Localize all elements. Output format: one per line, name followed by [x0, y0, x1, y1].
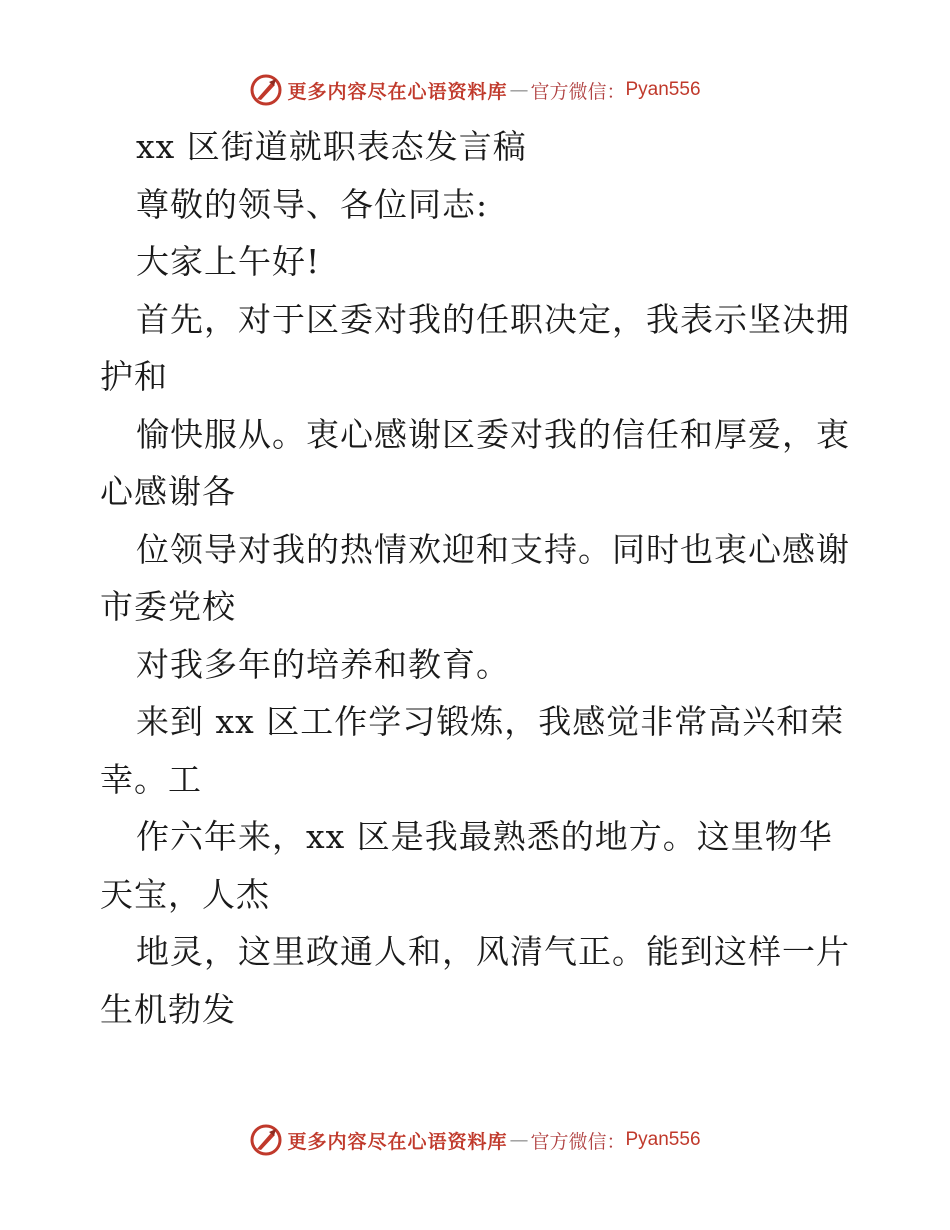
banner-dash: —: [509, 79, 529, 101]
banner-account: Pyan556: [625, 79, 701, 100]
text-line: 首先，对于区委对我的任职决定，我表示坚决拥: [136, 299, 850, 339]
banner-brand-text: 更多内容尽在心语资料库: [287, 80, 508, 103]
text-line: 大家上午好!: [136, 242, 321, 281]
banner-brand-text: 更多内容尽在心语资料库: [287, 1130, 508, 1153]
text-line: 护和: [100, 357, 168, 396]
text-line: 位领导对我的热情欢迎和支持。同时也衷心感谢: [136, 529, 850, 569]
quill-logo-icon: [249, 73, 283, 107]
document-body: [100, 118, 860, 1038]
text-line: 尊敬的领导、各位同志:: [136, 184, 489, 224]
header-watermark-banner: [0, 70, 950, 110]
banner-wechat-label: 官方微信：: [530, 80, 626, 103]
text-line: 愉快服从。衷心感谢区委对我的信任和厚爱，衷: [136, 414, 850, 454]
banner-wechat-label: 官方微信：: [530, 1130, 626, 1153]
banner-account: Pyan556: [625, 1129, 701, 1150]
banner-dash: —: [509, 1129, 529, 1151]
text-line: 对我多年的培养和教育。: [136, 644, 510, 684]
text-line: 地灵，这里政通人和，风清气正。能到这样一片: [136, 932, 850, 971]
quill-logo-icon: [249, 1123, 283, 1157]
text-line: 幸。工: [100, 759, 202, 799]
text-line: 市委党校: [100, 587, 236, 626]
text-line: 作六年来，xx 区是我最熟悉的地方。这里物华: [136, 817, 833, 856]
footer-watermark-banner: [0, 1120, 950, 1160]
text-line: 天宝，人杰: [100, 874, 270, 914]
text-line: 生机勃发: [100, 989, 236, 1029]
document-title: xx 区街道就职表态发言稿: [136, 127, 527, 166]
text-line: 心感谢各: [100, 472, 236, 511]
text-line: 来到 xx 区工作学习锻炼，我感觉非常高兴和荣: [136, 702, 845, 741]
